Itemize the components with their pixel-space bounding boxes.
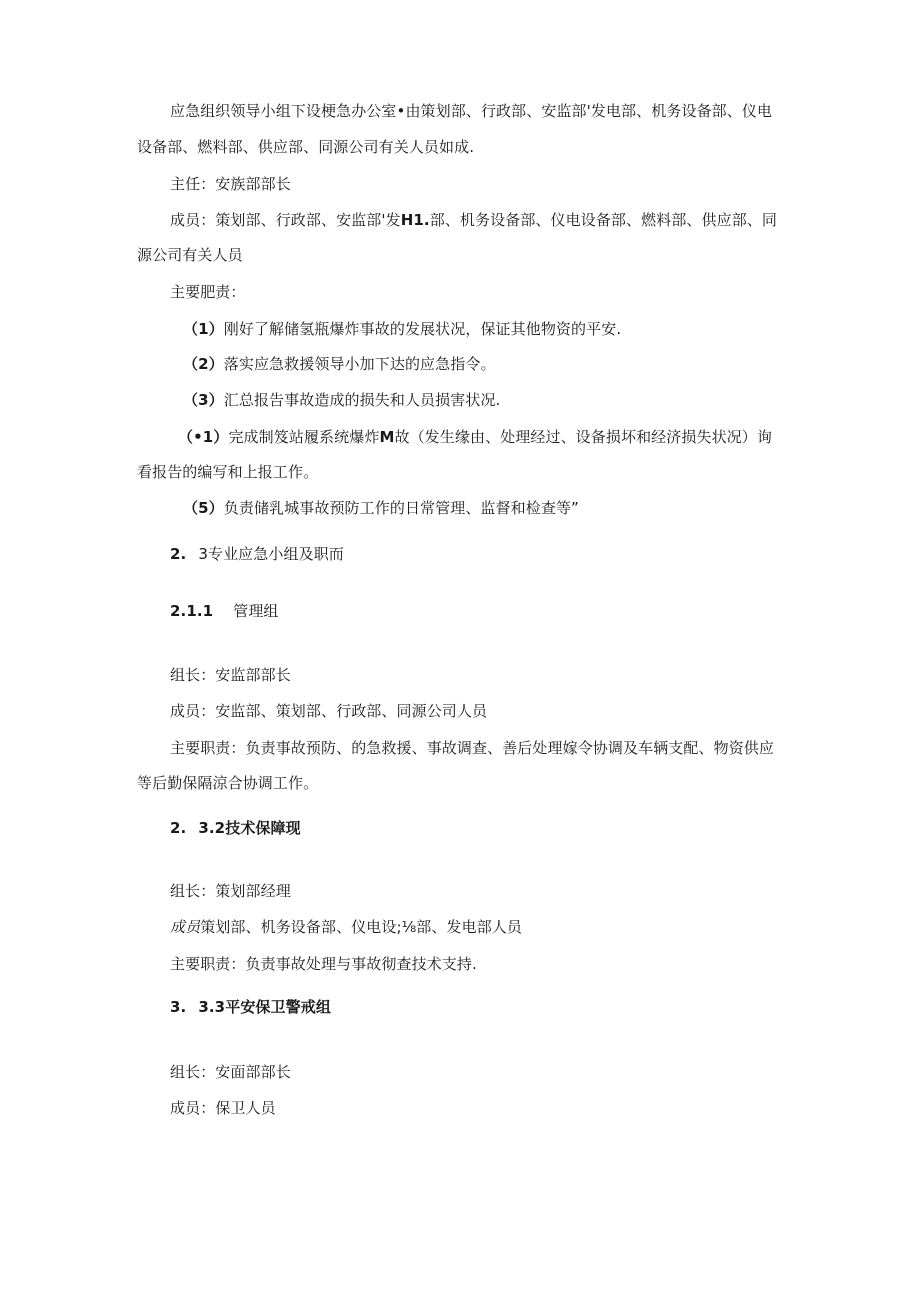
subsection-heading — [170, 600, 279, 622]
members-line: 成员：安监部、策划部、行政部、同源公司人员 — [170, 702, 488, 720]
members-text: 策划部、机务设备部、仪电设;⅛部、发电部人员 — [200, 918, 522, 936]
section-title: 3.3平安保卫警戒组 — [198, 998, 331, 1016]
section-title: 3.2技术保障现 — [198, 819, 301, 837]
duty-text: 汇总报告事故造成的损失和人员损害状况. — [223, 391, 501, 409]
duty-item — [183, 497, 579, 519]
members-line — [170, 209, 777, 231]
section-number: 3. — [170, 998, 187, 1016]
duty-text: 故（发生缘由、处理经过、设备损坏和经济损失状况）询 — [394, 428, 772, 446]
duty-item — [183, 389, 500, 411]
section-heading — [170, 543, 344, 565]
members-prefix: 成员：策划部、行政部、安监部'发 — [170, 211, 401, 229]
members-line: 成员：保卫人员 — [170, 1099, 276, 1117]
duty-item — [178, 426, 772, 448]
duty-text: 刚好了解储氢瓶爆炸事故的发展状况，保证其他物资的平安. — [223, 320, 622, 338]
section-heading — [170, 817, 301, 839]
duty-text: 负责储乳城事故预防工作的日常管理、监督和检查等” — [223, 499, 579, 517]
duty-line: 主要职责：负责事故预防、的急救援、事故调查、善后处理嫁令协调及车辆支配、物资供应 — [170, 739, 775, 757]
duty-item-line-2: 看报告的编写和上报工作。 — [137, 463, 319, 481]
duty-number: （1） — [183, 320, 224, 338]
section-number: 2. — [170, 819, 187, 837]
subsection-title: 管理组 — [233, 602, 279, 620]
duty-number: （•1） — [178, 428, 229, 446]
duty-line: 主要职责：负责事故处理与事故彻查技术支持. — [170, 955, 477, 973]
subsection-number: 2.1.1 — [170, 602, 214, 620]
duty-number: （5） — [183, 499, 224, 517]
section-number: 2. — [170, 545, 187, 563]
duty-item — [183, 353, 496, 375]
section-heading — [170, 996, 331, 1018]
members-label: 成员 — [170, 918, 201, 936]
leader-line: 组长：安监部部长 — [170, 666, 291, 684]
section-title: 3专业应急小组及职而 — [198, 545, 344, 563]
duty-line-2: 等后勤保隔涼合协调工作。 — [137, 774, 319, 792]
duty-number: （3） — [183, 391, 224, 409]
duty-text: 完成制笈站履系统爆炸 — [228, 428, 380, 446]
duties-title: 主要肥责： — [170, 283, 246, 301]
members-bold: H1. — [400, 211, 430, 229]
members-suffix: 部、机务设备部、仪电设备部、燃料部、供应部、同 — [429, 211, 778, 229]
duty-number: （2） — [183, 355, 224, 373]
director-line: 主任：安族部部长 — [170, 175, 291, 193]
members-line-2: 源公司有关人员 — [137, 246, 243, 264]
members-line — [170, 916, 522, 938]
duty-item — [183, 318, 621, 340]
leader-line: 组长：安面部部长 — [170, 1063, 291, 1081]
paragraph-line: 设备部、燃料部、供应部、同源公司有关人员如成. — [137, 138, 475, 156]
leader-line: 组长：策划部经理 — [170, 882, 291, 900]
duty-text: 落实应急救援领导小加下达的应急指令。 — [223, 355, 496, 373]
duty-text-bold: M — [379, 428, 395, 446]
paragraph-line: 应急组织领导小组下设梗急办公室•由策划部、行政部、安监部'发电部、机务设备部、仪电 — [170, 102, 773, 120]
